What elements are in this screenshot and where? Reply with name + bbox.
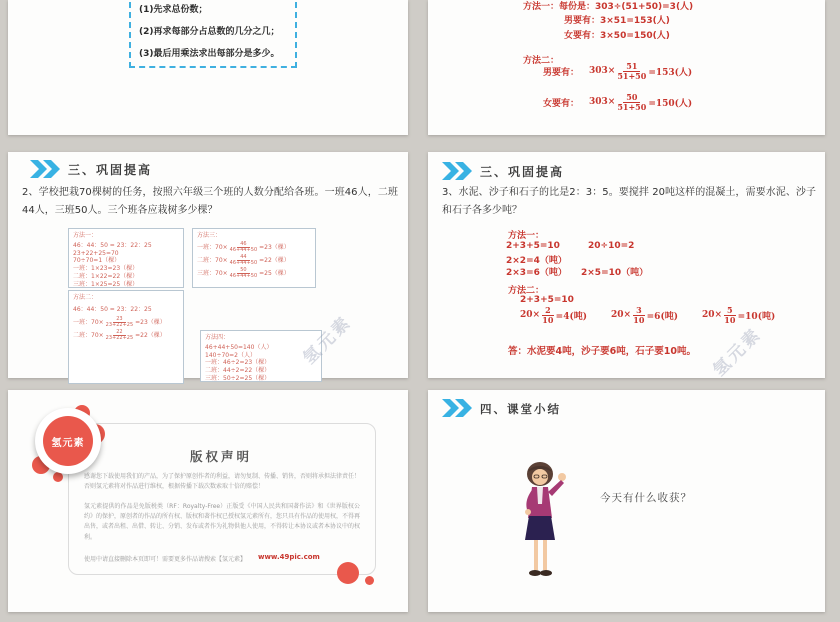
method1-line: 方法一：每份是：303÷(51+50)=3(人) — [523, 2, 694, 12]
fraction-expression — [611, 306, 678, 325]
fraction-result: =6(吨) — [646, 311, 678, 322]
fraction-prefix: 男要有： — [543, 67, 580, 78]
method-line: 三班：1×25=25（棵） — [73, 280, 139, 288]
brand-logo-text: 氢元素 — [51, 437, 85, 449]
fraction-numerator: 22 — [113, 330, 125, 337]
method1-box — [68, 228, 184, 288]
decor-circle — [337, 562, 359, 584]
fraction — [106, 330, 133, 342]
steps-callout-box — [129, 0, 297, 68]
fraction-prefix: 一班：70× — [73, 318, 104, 326]
slide-thumbnail-5[interactable] — [8, 390, 408, 612]
fraction-numerator: 50 — [623, 93, 640, 103]
step-line: (1)先求总份数； — [139, 5, 208, 15]
method2-line: 2+3+5=10 — [520, 295, 574, 305]
slide-thumbnail-1[interactable] — [8, 0, 408, 135]
brand-logo — [43, 416, 93, 466]
fraction-numerator: 2 — [542, 306, 554, 316]
fraction-result: =10(吨) — [737, 311, 776, 322]
method1-line: 2×2=4（吨） — [506, 256, 567, 266]
fraction-denominator: 46+44+50 — [229, 273, 258, 280]
fraction-numerator: 3 — [633, 306, 645, 316]
double-chevron-icon — [442, 162, 476, 180]
slide-thumbnail-4[interactable] — [428, 152, 825, 381]
method2-male-fraction-line — [543, 62, 692, 81]
double-chevron-icon — [30, 160, 64, 178]
fraction-expression — [520, 306, 587, 325]
method-line: 23+22+25=70 — [73, 249, 119, 257]
fraction-multiplier: 20× — [610, 310, 632, 321]
copyright-title: 版权声明 — [189, 449, 252, 464]
fraction-result: =150(人) — [648, 98, 693, 109]
fraction-numerator: 5 — [724, 306, 736, 316]
fraction-numerator: 46 — [237, 242, 249, 249]
method1-female-line: 女要有：3×50=150(人) — [564, 31, 670, 41]
copyright-footer-note: 使用中请直接删除本页即可！需要更多作品请搜索【氢元素】 — [84, 556, 247, 563]
method-fraction-line — [73, 317, 179, 329]
method-fraction-line — [197, 255, 311, 267]
copyright-paragraph: 感谢您下载使用我们的产品，为了保护原创作者的利益，请勿复制、传播、销售，否则将承担法律责任！否则氢元素将对作品进行维权，根据传播下载次数索取十倍的赔偿！ — [84, 473, 361, 491]
problem-text: 3、水泥、沙子和石子的比是2：3：5。要搅拌 20吨这样的混凝土，需要水泥、沙子和石子各多少吨？ — [442, 187, 816, 216]
fraction — [230, 268, 257, 280]
method2-box — [68, 290, 184, 384]
method2-fraction-row — [520, 306, 775, 325]
fraction-denominator: 10 — [542, 314, 554, 325]
fraction-denominator: 23+22+25 — [105, 322, 134, 329]
fraction-numerator: 50 — [237, 268, 249, 275]
method1-line: 20÷10=2 — [588, 241, 635, 251]
fraction-numerator: 23 — [113, 317, 125, 324]
section-title: 三、巩固提高 — [480, 165, 565, 179]
section-title: 三、巩固提高 — [68, 163, 153, 177]
method1-label: 方法一： — [508, 231, 545, 241]
method-box-title: 方法三： — [197, 232, 222, 239]
method-line: 三班：50÷2=25（棵） — [205, 374, 271, 382]
method-fraction-line — [197, 242, 311, 254]
step-line: (3)最后用乘法求出每部分是多少。 — [139, 49, 280, 59]
fraction-denominator: 51+50 — [617, 101, 647, 112]
fraction-prefix: 女要有： — [543, 98, 580, 109]
fraction-prefix: 二班：70× — [73, 331, 104, 339]
method-line: 46：44：50 = 23：22：25 — [73, 305, 152, 313]
fraction-denominator: 10 — [724, 314, 736, 325]
method1-line: 2+3+5=10 — [506, 241, 560, 251]
watermark: 氢元素 — [299, 311, 357, 369]
method-line: 二班：44÷2=22（棵） — [205, 367, 271, 375]
decor-circle — [365, 576, 374, 585]
fraction-result: =23（棵） — [135, 318, 166, 326]
fraction-denominator: 46+44+50 — [229, 247, 258, 254]
fraction-expression — [702, 306, 775, 325]
copyright-paragraph: 氢元素提供的作品是免版税类（RF：Royalty-Free）正版受《中国人民共和国著作法》和《世界版权公约》的保护，原创者的作品的所有权、版权和著作权已授权氢元素所有，您只具有作品的使用权，不得再出售，或者出租、出借、转让、分销、发布或者作为礼物供他人使用，不得转让本协议或者本协议中的权利。 — [84, 503, 361, 541]
fraction-multiplier: 20× — [701, 310, 723, 321]
slide-thumbnail-3[interactable] — [8, 152, 408, 382]
method1-male-line: 男要有：3×51=153(人) — [564, 16, 670, 26]
website-link[interactable]: www.49pic.com — [258, 553, 320, 561]
fraction-denominator: 10 — [633, 314, 645, 325]
slide-thumbnail-2[interactable] — [428, 0, 825, 135]
fraction-result: =153(人) — [648, 67, 693, 78]
method-line: 140÷70=2（人） — [205, 351, 256, 359]
method-fraction-line — [197, 268, 311, 280]
fraction-numerator: 51 — [623, 62, 640, 72]
teacher-illustration — [512, 460, 570, 580]
copyright-box — [68, 423, 376, 575]
method-line: 46+44+50=140（人） — [205, 343, 273, 351]
method1-line: 2×3=6（吨） — [506, 268, 567, 278]
method3-box — [192, 228, 316, 288]
fraction — [106, 317, 133, 329]
slide-thumbnail-6[interactable] — [428, 390, 825, 612]
fraction-denominator: 46+44+50 — [229, 260, 258, 267]
fraction-result: =4(吨) — [555, 311, 587, 322]
fraction — [724, 306, 736, 325]
fraction — [617, 93, 646, 112]
fraction-result: =23（棵） — [259, 243, 290, 251]
fraction — [230, 255, 257, 267]
method-fraction-line — [73, 330, 179, 342]
fraction-multiplier: 20× — [520, 310, 541, 321]
method2-label: 方法二： — [523, 56, 560, 66]
method2-female-fraction-line — [543, 93, 692, 112]
fraction-result: =22（棵） — [135, 331, 166, 339]
fraction — [542, 306, 554, 325]
fraction — [633, 306, 645, 325]
method-line: 二班：1×22=22（棵） — [73, 272, 139, 280]
answer-line: 答：水泥要4吨，沙子要6吨，石子要10吨。 — [508, 346, 696, 357]
method-line: 一班：1×23=23（棵） — [73, 265, 139, 273]
method-line: 一班：46÷2=23（棵） — [205, 359, 271, 367]
watermark: 氢元素 — [709, 323, 767, 381]
method-line: 70÷70=1（棵） — [73, 257, 121, 265]
method-line: 46：44：50 = 23：22：25 — [73, 241, 152, 249]
fraction — [230, 242, 257, 254]
method-box-title: 方法二： — [73, 294, 98, 301]
fraction-result: =22（棵） — [259, 256, 290, 264]
fraction-multiplier: 303× — [589, 97, 616, 108]
step-line: (2)再求每部分占总数的几分之几； — [139, 27, 280, 37]
fraction-prefix: 一班：70× — [197, 243, 228, 251]
section-title: 四、课堂小结 — [480, 402, 561, 416]
fraction-prefix: 二班：70× — [197, 256, 228, 264]
summary-question: 今天有什么收获？ — [600, 492, 692, 504]
fraction-prefix: 三班：70× — [197, 269, 228, 277]
double-chevron-icon — [442, 399, 476, 417]
fraction-denominator: 51+50 — [617, 70, 647, 81]
fraction — [617, 62, 646, 81]
method-box-title: 方法四： — [205, 334, 230, 341]
fraction-multiplier: 303× — [589, 66, 616, 77]
method-box-title: 方法一： — [73, 232, 98, 239]
fraction-result: =25（棵） — [259, 269, 290, 277]
method2-label: 方法二： — [508, 286, 545, 296]
method1-line: 2×5=10（吨） — [581, 268, 649, 278]
method4-box — [200, 330, 322, 382]
fraction-numerator: 44 — [237, 255, 249, 262]
problem-text: 2、学校把栽70棵树的任务，按照六年级三个班的人数分配给各班。一班46人，二班44人，三班50人。三个班各应栽树多少棵？ — [22, 187, 398, 216]
fraction-denominator: 23+22+25 — [105, 335, 134, 342]
